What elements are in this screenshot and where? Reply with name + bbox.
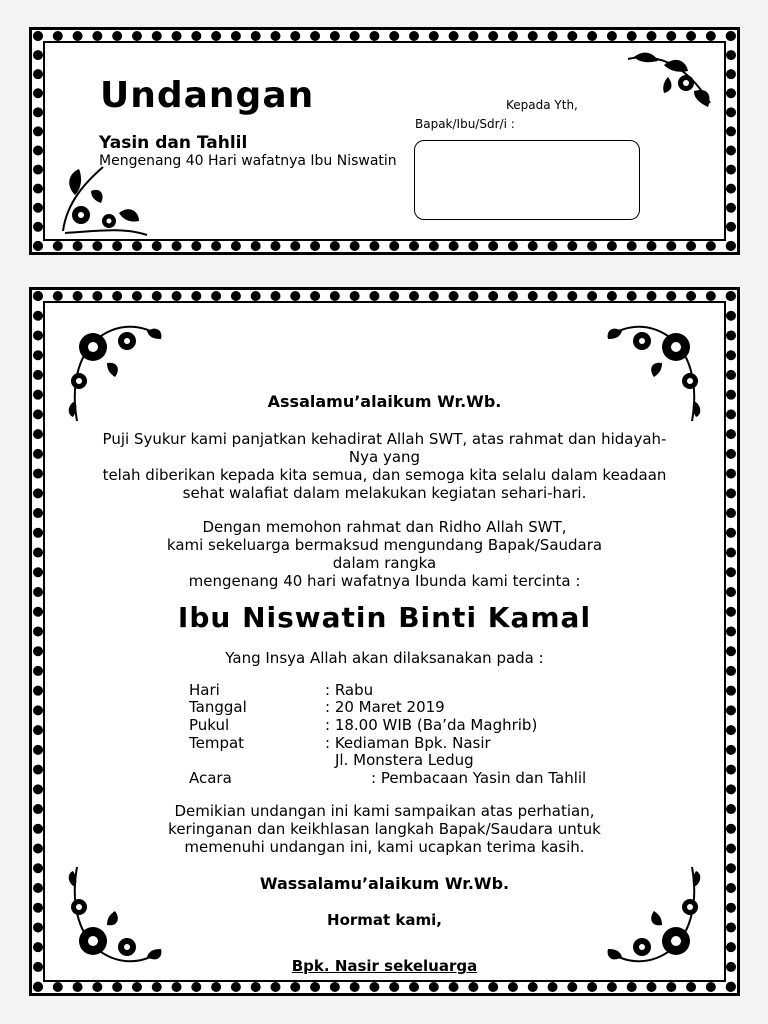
intro-line: sehat walafiat dalam melakukan kegiatan sehari-hari. — [182, 484, 587, 502]
envelope-title: Undangan — [100, 75, 315, 116]
recipient-box[interactable] — [414, 140, 640, 220]
closing-paragraph — [49, 802, 720, 856]
recipient-label: Bapak/Ibu/Sdr/i : — [415, 117, 515, 131]
schedule-intro: Yang Insya Allah akan dilaksanakan pada : — [225, 649, 544, 667]
greeting: Assalamu’alaikum Wr.Wb. — [267, 392, 502, 411]
intro-line: Nya yang — [348, 448, 421, 466]
hari-value: : Rabu — [325, 681, 374, 699]
signer-name: Bpk. Nasir sekeluarga — [291, 957, 478, 975]
closing-line: memenuhi undangan ini, kami ucapkan terima kasih. — [184, 838, 585, 856]
pukul-label: Pukul — [189, 716, 230, 734]
letter-card — [29, 287, 740, 996]
tanggal-label: Tanggal — [189, 698, 247, 716]
deceased-name: Ibu Niswatin Binti Kamal — [177, 601, 592, 634]
request-paragraph — [49, 518, 720, 590]
regards: Hormat kami, — [327, 911, 442, 929]
request-line: mengenang 40 hari wafatnya Ibunda kami tercinta : — [188, 572, 581, 590]
tempat-address: Jl. Monstera Ledug — [335, 751, 474, 769]
floral-ornament-icon — [624, 51, 714, 113]
hari-label: Hari — [189, 681, 220, 699]
intro-line: Puji Syukur kami panjatkan kehadirat Allah SWT, atas rahmat dan hidayah- — [102, 430, 667, 448]
acara-value: : Pembacaan Yasin dan Tahlil — [371, 769, 587, 787]
request-line: dalam rangka — [332, 554, 437, 572]
closing-greeting: Wassalamu’alaikum Wr.Wb. — [259, 874, 510, 893]
closing-line: Demikian undangan ini kami sampaikan atas perhatian, — [174, 802, 595, 820]
floral-ornament-icon — [57, 161, 149, 239]
envelope-card — [29, 27, 740, 255]
request-line: Dengan memohon rahmat dan Ridho Allah SWT, — [202, 518, 567, 536]
envelope-memo: Mengenang 40 Hari wafatnya Ibu Niswatin — [99, 153, 397, 169]
tanggal-value: : 20 Maret 2019 — [325, 698, 445, 716]
intro-line: telah diberikan kepada kita semua, dan semoga kita selalu dalam keadaan — [102, 466, 667, 484]
closing-line: keringanan dan keikhlasan langkah Bapak/Saudara untuk — [168, 820, 601, 838]
envelope-subtitle: Yasin dan Tahlil — [99, 133, 248, 153]
tempat-label: Tempat — [189, 734, 245, 752]
acara-label: Acara — [189, 769, 232, 787]
tempat-value: : Kediaman Bpk. Nasir — [325, 734, 491, 752]
request-line: kami sekeluarga bermaksud mengundang Bapak/Saudara — [166, 536, 603, 554]
intro-paragraph — [49, 430, 720, 502]
pukul-value: : 18.00 WIB (Ba’da Maghrib) — [325, 716, 538, 734]
envelope-kepada: Kepada Yth, — [506, 98, 578, 112]
